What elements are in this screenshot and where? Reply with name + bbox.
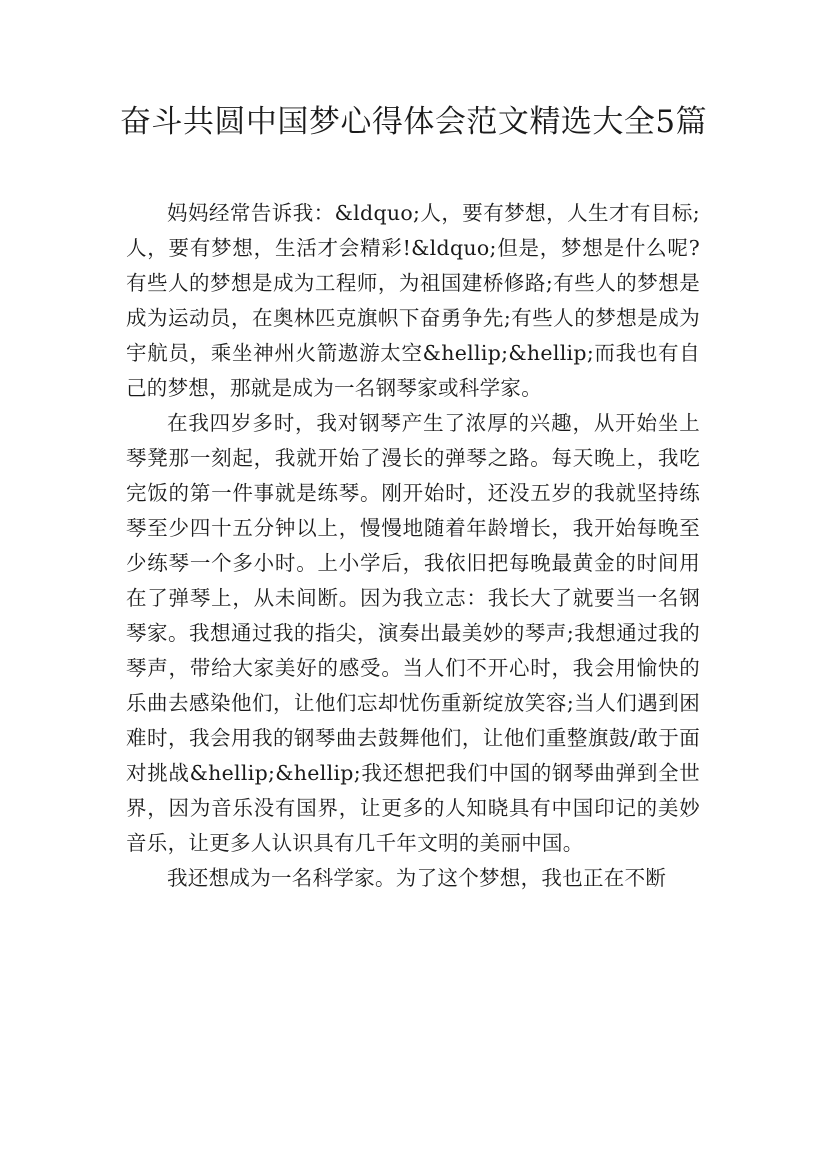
paragraph-1: 妈妈经常告诉我：&ldquo;人，要有梦想，人生才有目标;人，要有梦想，生活才会精彩!&ldquo;但是，梦想是什么呢?有些人的梦想是成为工程师，为祖国建桥修路;有些人的梦想是成为运动员，在奥林匹克旗帜下奋勇争先;有些人的梦想是成为宇航员，乘坐神州火箭遨游太空&hellip;&hellip;而我也有自己的梦想，那就是成为一名钢琴家或科学家。	[126, 201, 700, 400]
paragraph-3: 我还想成为一名科学家。为了这个梦想，我也正在不断	[167, 866, 667, 890]
document-body	[126, 196, 700, 896]
paragraph-2: 在我四岁多时，我对钢琴产生了浓厚的兴趣，从开始坐上琴凳那一刻起，我就开始了漫长的弹琴之路。每天晚上，我吃完饭的第一件事就是练琴。刚开始时，还没五岁的我就坚持练琴至少四十五分钟以上，慢慢地随着年龄增长，我开始每晚至少练琴一个多小时。上小学后，我依旧把每晚最黄金的时间用在了弹琴上，从未间断。因为我立志：我长大了就要当一名钢琴家。我想通过我的指尖，演奏出最美妙的琴声;我想通过我的琴声，带给大家美好的感受。当人们不开心时，我会用愉快的乐曲去感染他们，让他们忘却忧伤重新绽放笑容;当人们遇到困难时，我会用我的钢琴曲去鼓舞他们，让他们重整旗鼓/敢于面对挑战&hellip;&hellip;我还想把我们中国的钢琴曲弹到全世界，因为音乐没有国界，让更多的人知晓具有中国印记的美妙音乐，让更多人认识具有几千年文明的美丽中国。	[126, 411, 700, 855]
document-title: 奋斗共圆中国梦心得体会范文精选大全5篇	[119, 104, 708, 140]
